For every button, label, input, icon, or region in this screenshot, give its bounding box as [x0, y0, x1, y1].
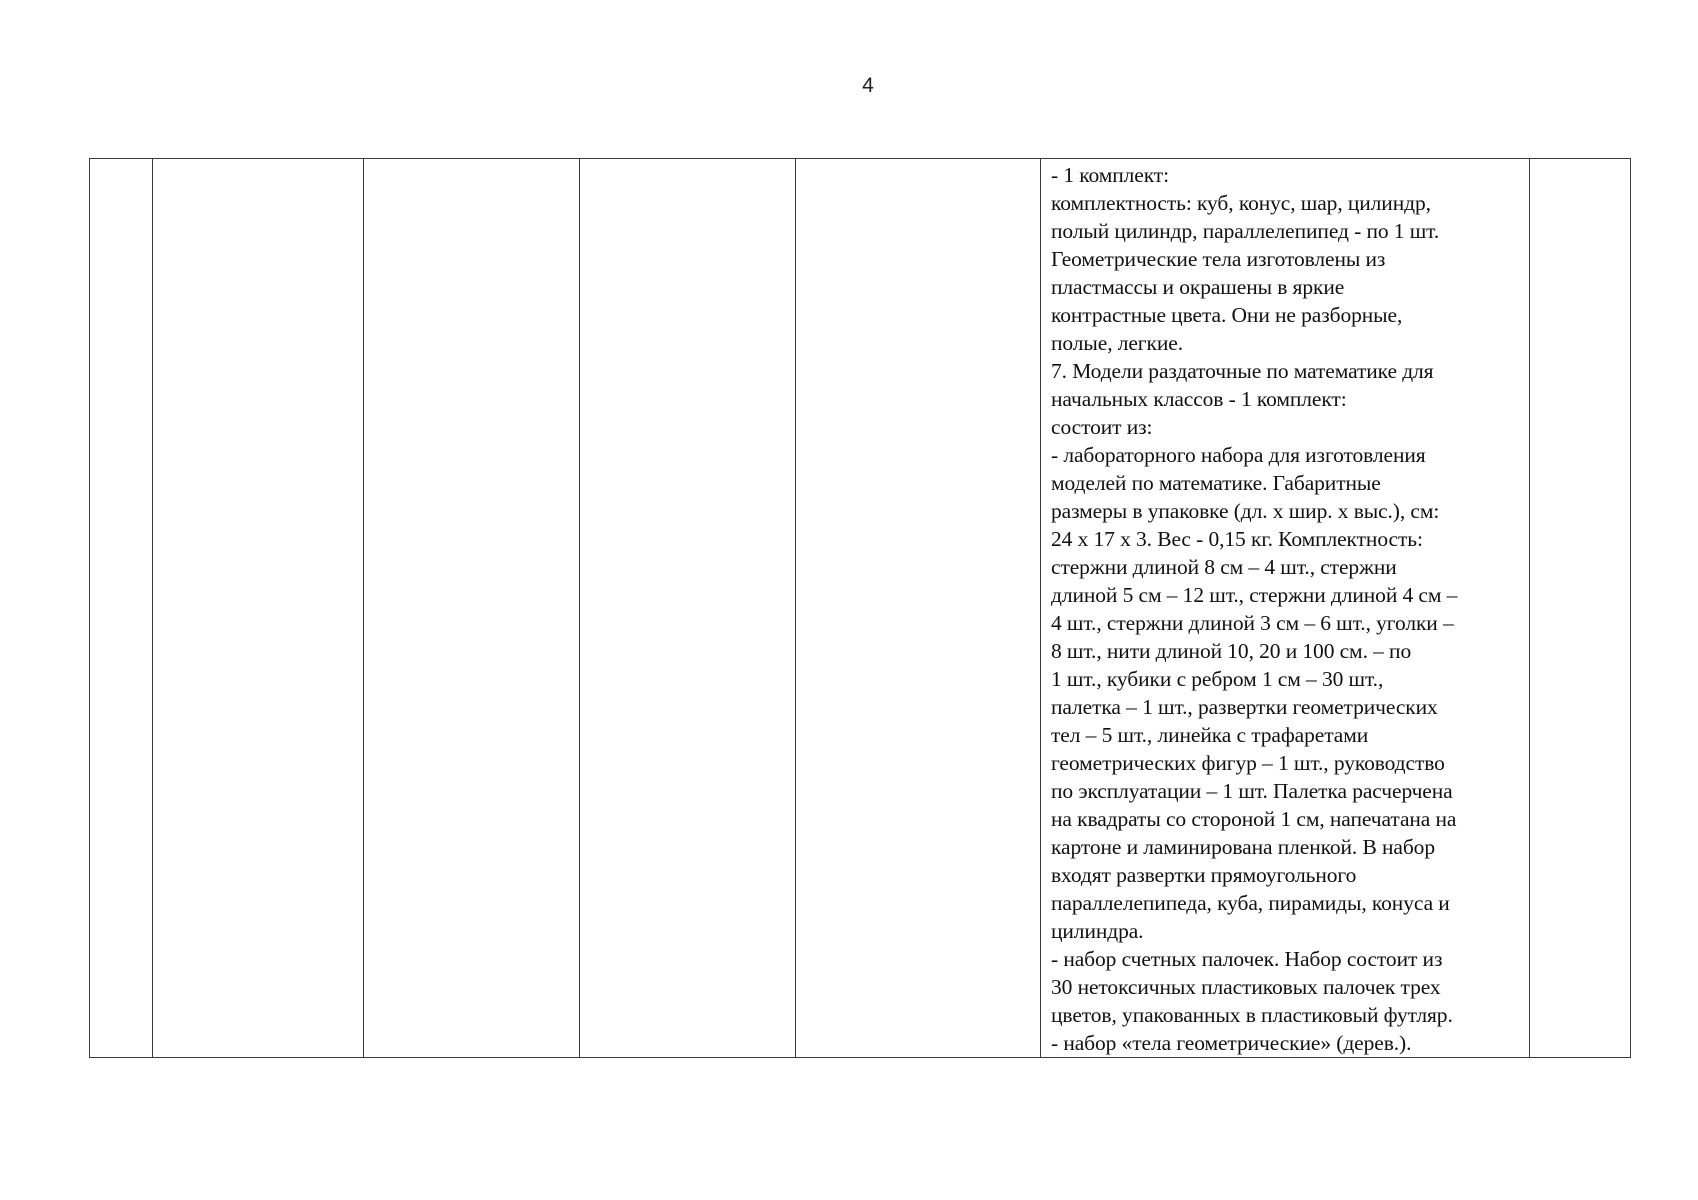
description-line: по эксплуатации – 1 шт. Палетка расчерчена	[1051, 779, 1453, 803]
description-line: тел – 5 шт., линейка с трафаретами	[1051, 723, 1369, 747]
description-line: пластмассы и окрашены в яркие	[1051, 275, 1345, 299]
description-line: полые, легкие.	[1051, 331, 1183, 355]
description-line: геометрических фигур – 1 шт., руководство	[1051, 751, 1445, 775]
cell-column-5	[796, 159, 1041, 1058]
description-line: Геометрические тела изготовлены из	[1051, 247, 1386, 271]
description-line: цилиндра.	[1051, 919, 1144, 943]
page-number: 4	[862, 74, 874, 97]
description-line: - лабораторного набора для изготовления	[1051, 443, 1426, 467]
description-line: 7. Модели раздаточные по математике для	[1051, 359, 1434, 383]
description-line: входят развертки прямоугольного	[1051, 863, 1357, 887]
description-line: 30 нетоксичных пластиковых палочек трех	[1051, 975, 1441, 999]
description-line: - набор «тела геометрические» (дерев.).	[1051, 1031, 1412, 1055]
cell-column-4	[580, 159, 796, 1058]
description-line: - набор счетных палочек. Набор состоит из	[1051, 947, 1443, 971]
description-line: 8 шт., нити длиной 10, 20 и 100 см. – по	[1051, 639, 1412, 663]
description-line: палетка – 1 шт., развертки геометрических	[1051, 695, 1438, 719]
description-line: полый цилиндр, параллелепипед - по 1 шт.	[1051, 219, 1440, 243]
cell-description	[1041, 159, 1530, 1058]
description-line: - 1 комплект:	[1051, 163, 1169, 187]
cell-column-7	[1530, 159, 1631, 1058]
description-text	[1051, 161, 1521, 1057]
description-line: на квадраты со стороной 1 см, напечатана на	[1051, 807, 1457, 831]
cell-number	[90, 159, 153, 1058]
description-line: картоне и ламинирована пленкой. В набор	[1051, 835, 1435, 859]
description-line: 24 х 17 х 3. Вес - 0,15 кг. Комплектность:	[1051, 527, 1423, 551]
description-line: длиной 5 см – 12 шт., стержни длиной 4 см –	[1051, 583, 1458, 607]
description-line: моделей по математике. Габаритные	[1051, 471, 1381, 495]
description-line: размеры в упаковке (дл. х шир. х выс.), см:	[1051, 499, 1440, 523]
description-line: 4 шт., стержни длиной 3 см – 6 шт., уголки –	[1051, 611, 1454, 635]
description-line: 1 шт., кубики с ребром 1 см – 30 шт.,	[1051, 667, 1384, 691]
description-line: начальных классов - 1 комплект:	[1051, 387, 1347, 411]
description-line: состоит из:	[1051, 415, 1153, 439]
table-row	[90, 159, 1631, 1058]
description-line: цветов, упакованных в пластиковый футляр.	[1051, 1003, 1453, 1027]
cell-column-2	[153, 159, 364, 1058]
description-line: стержни длиной 8 см – 4 шт., стержни	[1051, 555, 1397, 579]
description-line: параллелепипеда, куба, пирамиды, конуса и	[1051, 891, 1450, 915]
cell-column-3	[364, 159, 580, 1058]
description-line: контрастные цвета. Они не разборные,	[1051, 303, 1403, 327]
specification-table	[89, 158, 1631, 1058]
description-line: комплектность: куб, конус, шар, цилиндр,	[1051, 191, 1431, 215]
